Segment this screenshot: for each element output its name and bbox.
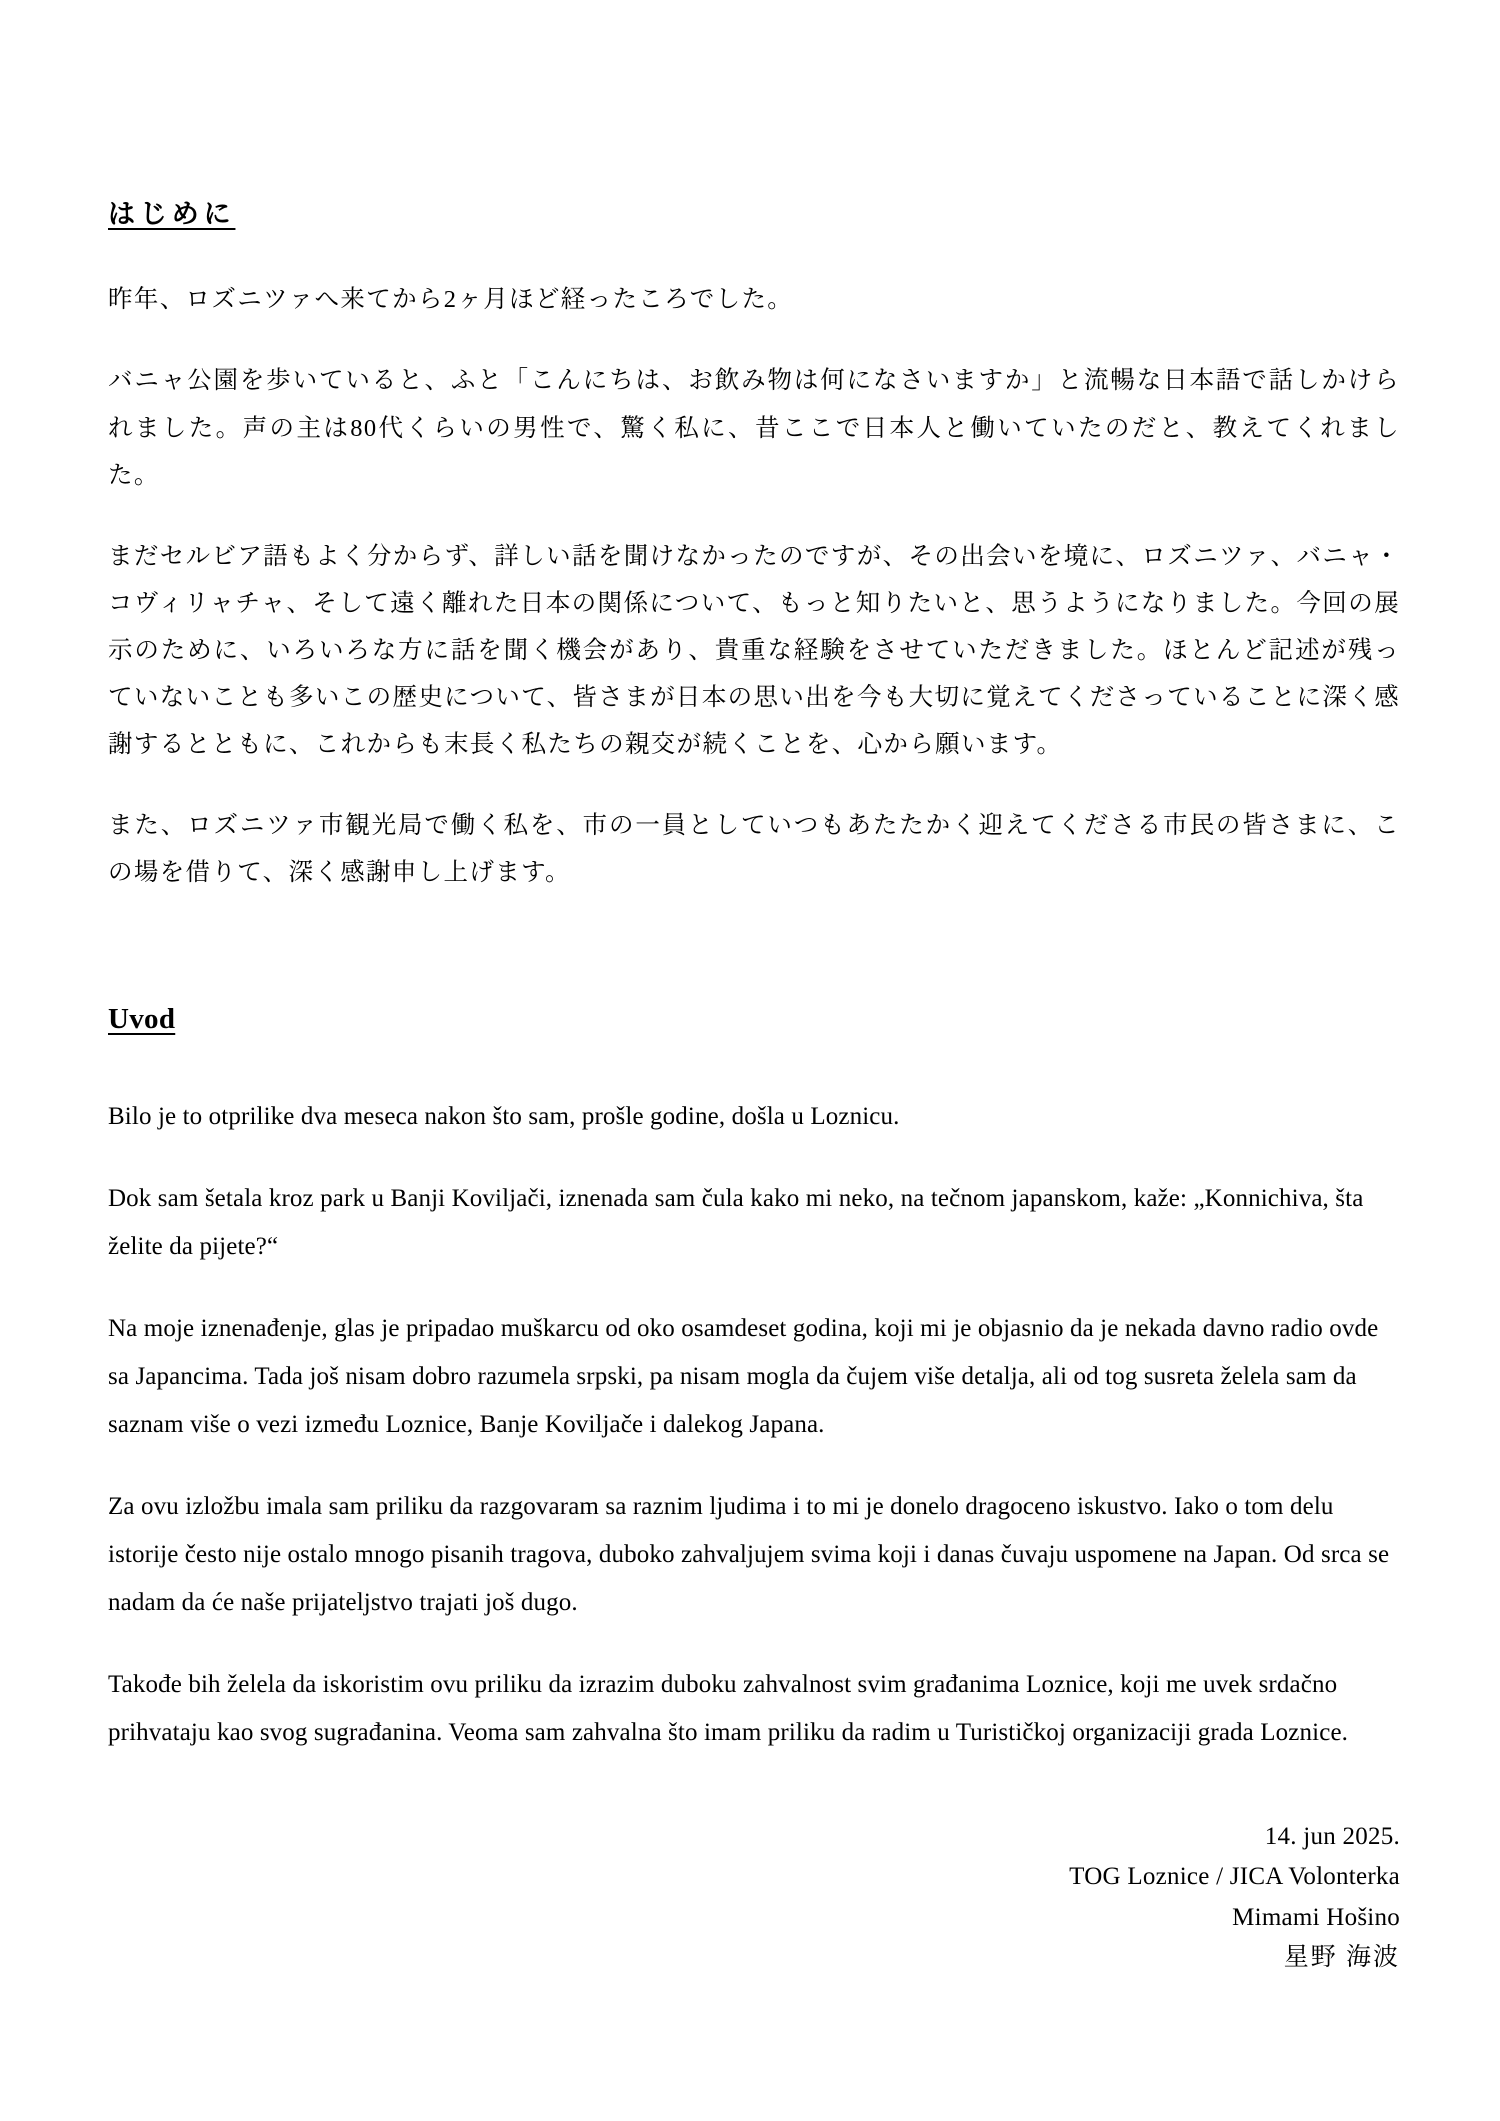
japanese-paragraph-1: 昨年、ロズニツァへ来てから2ヶ月ほど経ったころでした。 xyxy=(108,286,794,314)
japanese-paragraph-2: バニャ公園を歩いていると、ふと「こんにちは、お飲み物は何になさいますか」と流暢な日本語で話しかけられました。声の主は80代くらいの男性で、驚く私に、昔ここで日本人と働いていたのだと、教えてくれました。 xyxy=(108,367,1400,489)
japanese-section-heading: はじめに xyxy=(108,199,236,229)
japanese-paragraph-4: また、ロズニツァ市観光局で働く私を、市の一員としていつもあたたかく迎えてくださる市民の皆さまに、この場を借りて、深く感謝申し上げます。 xyxy=(108,811,1400,886)
signature-name-japanese: 星野 海波 xyxy=(1283,1944,1400,1972)
serbian-paragraph-5: Takođe bih želela da iskoristim ovu priliku da izrazim duboku zahvalnost svim građanima Loznice, koji me uvek srdačno prihvataju kao svog sugrađanina. Veoma sam zahvalna što imam priliku da radim u Turističkoj organizaciji grada Loznice. xyxy=(108,1670,1349,1746)
japanese-paragraph-3: まだセルビア語もよく分からず、詳しい話を聞けなかったのですが、その出会いを境に、ロズニツァ、バニャ・コヴィリャチャ、そして遠く離れた日本の関係について、もっと知りたいと、思うようになりました。今回の展示のために、いろいろな方に話を聞く機会があり、貴重な経験をさせていただきました。ほとんど記述が残っていないことも多いこの歴史について、皆さまが日本の思い出を今も大切に覚えてくださっていることに深く感謝するとともに、これからも末長く私たちの親交が続くことを、心から願います。 xyxy=(108,542,1400,758)
serbian-paragraph-2: Dok sam šetala kroz park u Banji Koviljači, iznenada sam čula kako mi neko, na tečnom japanskom, kaže: „Konnichiva, šta želite da pijete?“ xyxy=(108,1184,1364,1260)
serbian-paragraph-3: Na moje iznenađenje, glas je pripadao muškarcu od oko osamdeset godina, koji mi je objasnio da je nekada davno radio ovde sa Japancima. Tada još nisam dobro razumela srpski, pa nisam mogla da čujem više detalja, ali od tog susreta želela sam da saznam više o vezi između Loznice, Banje Koviljače i dalekog Japana. xyxy=(108,1314,1379,1438)
signature-organization: TOG Loznice / JICA Volonterka xyxy=(1069,1863,1400,1891)
signature-name-latin: Mimami Hošino xyxy=(1232,1903,1400,1931)
spacer xyxy=(108,1039,1400,1093)
signature-block xyxy=(108,1817,1400,1979)
spacer xyxy=(108,232,1400,276)
serbian-section-heading: Uvod xyxy=(108,1002,176,1035)
serbian-paragraph-4: Za ovu izložbu imala sam priliku da razgovaram sa raznim ljudima i to mi je donelo dragoceno iskustvo. Iako o tom delu istorije često nije ostalo mnogo pisanih tragova, duboko zahvaljujem svima koji i danas čuvaju uspomene na Japan. Od srca se nadam da će naše prijateljstvo trajati još dugo. xyxy=(108,1492,1390,1616)
signature-date: 14. jun 2025. xyxy=(1264,1822,1400,1850)
japanese-body xyxy=(108,276,1400,895)
spacer xyxy=(108,896,1400,1000)
serbian-paragraph-1: Bilo je to otprilike dva meseca nakon što sam, prošle godine, došla u Loznicu. xyxy=(108,1102,900,1130)
document-content xyxy=(108,196,1400,1979)
serbian-body xyxy=(108,1093,1400,1757)
